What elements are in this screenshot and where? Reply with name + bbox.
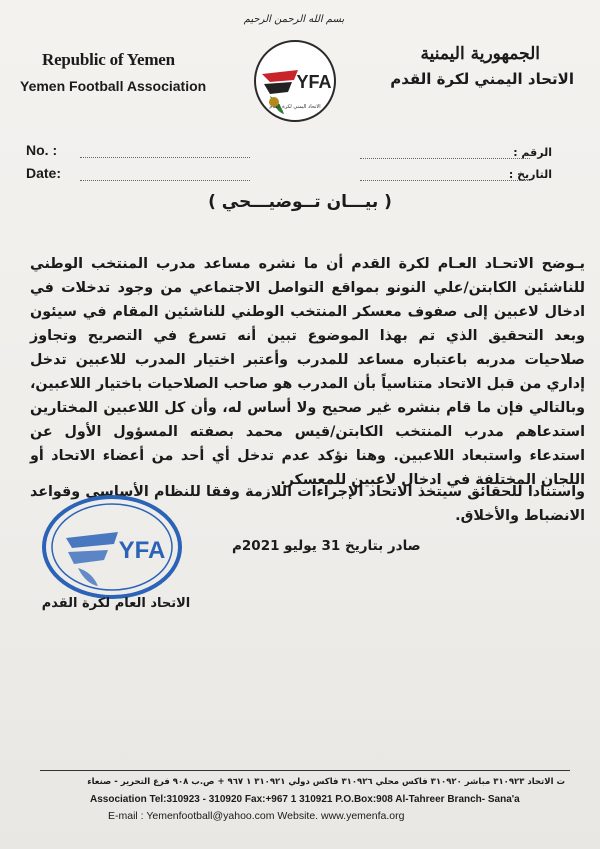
body-paragraph-1: يـوضح الاتحـاد العـام لكرة القدم أن ما نشره مساعد مدرب المنتخب الوطني للناشئين الكابتن/علي النونو بمواقع التواصل الاجتماعي من وجود تدخلات في ادخال لاعبين إلى صفوف معسكر المنتخب الوطني للناشئين المقام في سيئون وبعد التحقيق الذي تم بهذا الموضوع تبين أنه تسرع في التصريح وتجاوز صلاحيات مدربه باعتباره مساعد للمدرب وأعتبر اختيار المدرب للاعبين تدخل إداري من قبل الاتحاد متناسياً بأن المدرب هو صاحب الصلاحيات باختيار اللاعبين، وبالتالي فإن ما قام بنشره غير صحيح ولا أساس له، وأن كل اللاعبين المختارين استدعاهم مدرب المنتخب الكابتن/قيس محمد بصفته المسؤول الأول عن استدعاء واستبعاد اللاعبين. وهنا نؤكد عدم تدخل أي أحد من أعضاء الاتحاد أو اللجان المختلفة في ادخال لاعبين للمعسكر. — [30, 256, 585, 488]
no-dotted-line — [80, 157, 250, 158]
statement-title: ( بيـــان تــوضيـــحي ) — [208, 192, 392, 212]
logo-caption: الاتحاد اليمني لكرة القدم — [269, 104, 321, 110]
statement-body — [30, 252, 585, 492]
ar-org-name: الاتحاد اليمني لكرة القدم — [390, 70, 574, 88]
ar-no-label: الرقم : — [513, 146, 552, 159]
date-label: Date: — [26, 165, 62, 181]
ar-date-dotted-line — [360, 180, 530, 181]
issue-date: صادر بتاريخ 31 يوليو 2021م — [232, 538, 421, 554]
footer-email-website: E-mail : Yemenfootball@yahoo.com Website. www.yemenfa.org — [108, 810, 405, 822]
official-stamp — [38, 492, 188, 602]
closing-paragraph: واستنادا للحقائق سيتخذ الاتحاد الإجراءات اللازمة وفقا للنظام الأساسي وقواعد الانضباط والأخلاق. — [30, 484, 585, 524]
footer-divider — [40, 770, 570, 771]
stamp-caption: الاتحاد العام لكرة القدم — [41, 596, 191, 611]
yfa-logo — [240, 36, 350, 126]
logo-text: YFA — [296, 72, 332, 92]
date-dotted-line — [80, 180, 250, 181]
en-country-title: Republic of Yemen — [42, 50, 175, 69]
basmala: بسم الله الرحمن الرحيم — [243, 14, 345, 25]
ar-country-title: الجمهورية اليمنية — [420, 44, 540, 64]
en-org-name: Yemen Football Association — [20, 78, 207, 94]
no-label: No. : — [26, 142, 58, 158]
stamp-logo-text: YFA — [118, 537, 166, 564]
footer-arabic-contacts: ت الاتحاد ٣١٠٩٢٣ مباشر ٣١٠٩٢٠ فاكس محلي ٣١٠٩٢٦ فاكس دولي ٣١٠٩٢١ ١ ٩٦٧ + ص.ب ٩٠٨ فرع التحرير - صنعاء — [87, 777, 565, 787]
footer-english-contacts: Association Tel:310923 - 310920 Fax:+967 1 310921 P.O.Box:908 Al-Tahreer Branch- Sana'a — [90, 794, 520, 805]
ar-date-label: التاريخ : — [508, 168, 552, 181]
ar-no-dotted-line — [360, 158, 530, 159]
